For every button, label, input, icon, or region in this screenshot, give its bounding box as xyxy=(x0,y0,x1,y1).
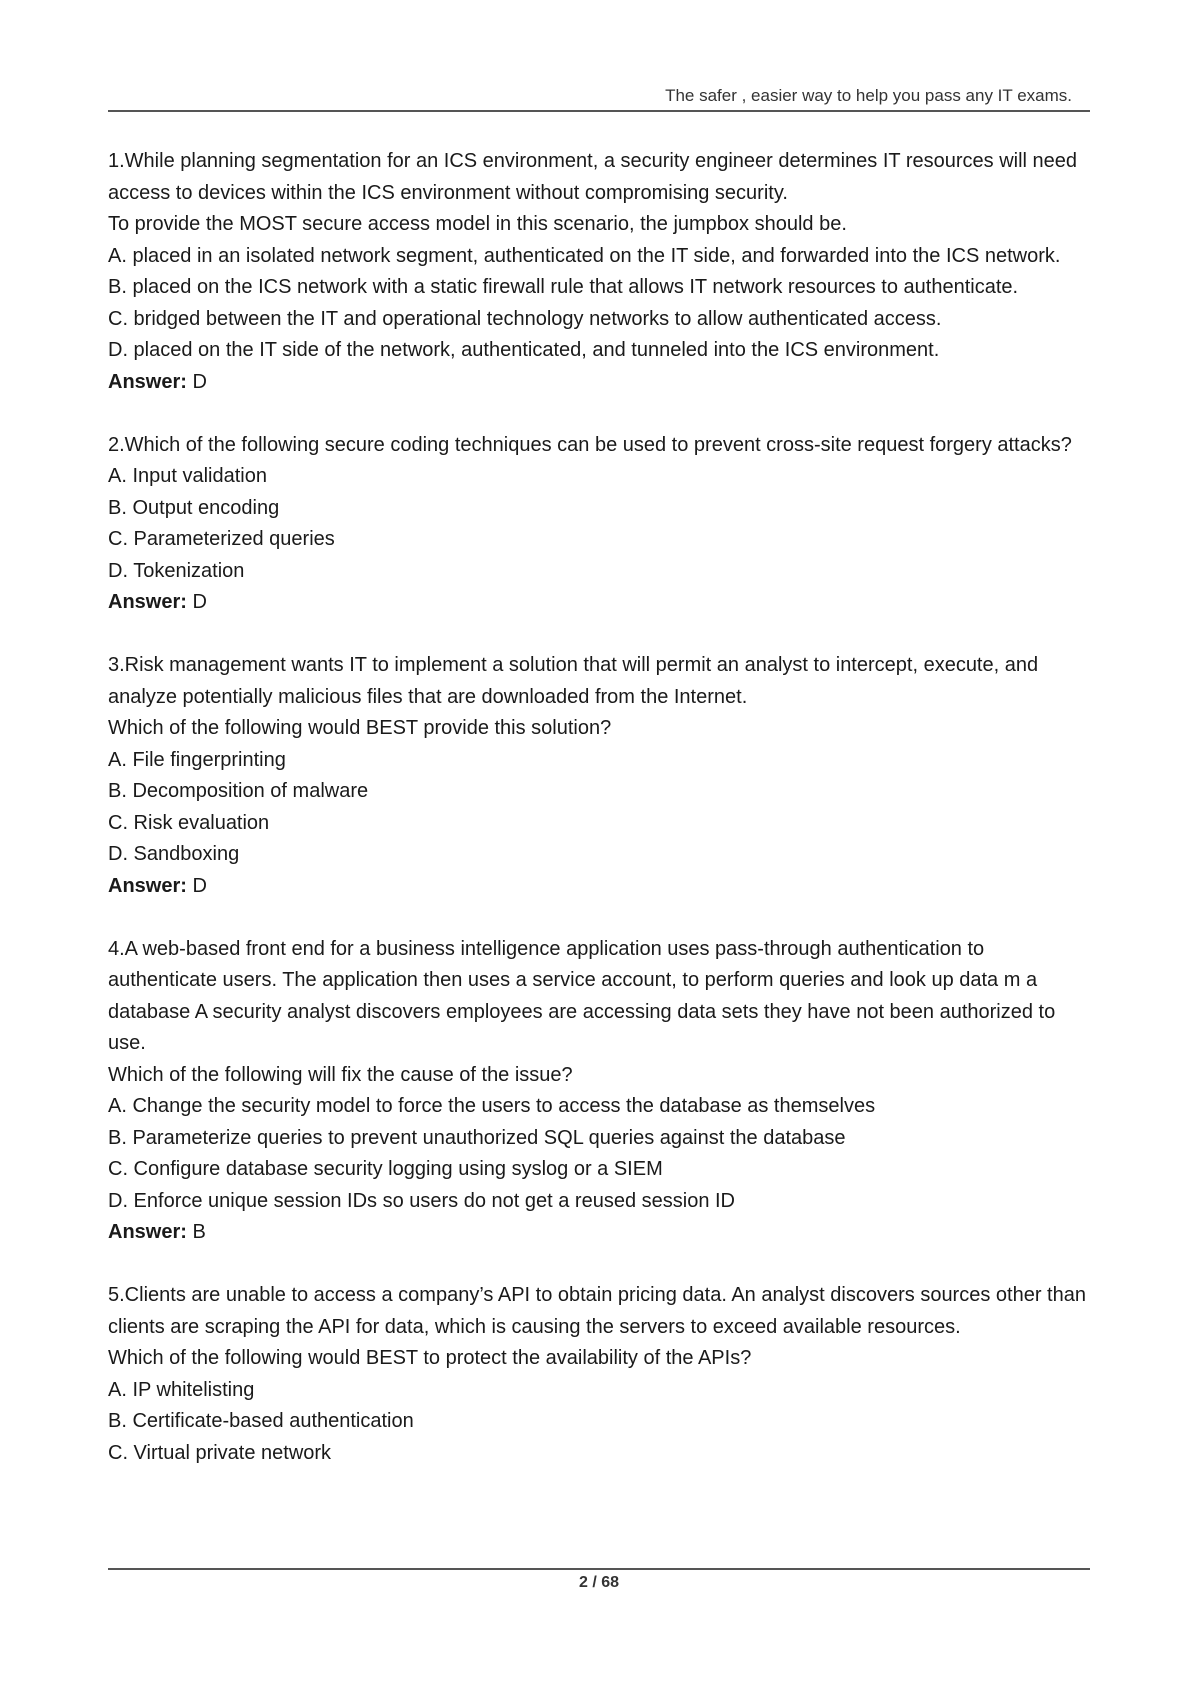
answer-value: D xyxy=(192,370,207,393)
answer-value: D xyxy=(192,874,207,897)
option-d: D. placed on the IT side of the network, authenticated, and tunneled into the ICS environment. xyxy=(108,339,940,361)
page-header xyxy=(108,84,1090,112)
page-number: 2 / 68 xyxy=(578,1574,620,1591)
document-body xyxy=(108,146,1093,1501)
option-b: B. placed on the ICS network with a static firewall rule that allows IT network resources to authenticate. xyxy=(108,276,1019,298)
answer-label: Answer: xyxy=(108,591,187,613)
question-3 xyxy=(108,650,1093,902)
option-a: A. File fingerprinting xyxy=(108,748,286,771)
question-stem: Which of the following will fix the cause of the issue? xyxy=(108,1063,573,1086)
option-b: B. Decomposition of malware xyxy=(108,780,369,802)
footer-rule xyxy=(108,1568,1090,1570)
option-b: B. Parameterize queries to prevent unauthorized SQL queries against the database xyxy=(108,1126,846,1149)
answer-line xyxy=(108,587,1093,619)
option-a: A. Input validation xyxy=(108,465,267,487)
answer-label: Answer: xyxy=(108,874,187,897)
option-c: C. Risk evaluation xyxy=(108,811,270,834)
option-a: A. placed in an isolated network segment, authenticated on the IT side, and forwarded into the ICS network. xyxy=(108,244,1061,267)
option-c: C. Parameterized queries xyxy=(108,528,335,550)
option-b: B. Output encoding xyxy=(108,496,280,519)
question-stem: To provide the MOST secure access model in this scenario, the jumpbox should be. xyxy=(108,213,847,235)
header-tagline: The safer , easier way to help you pass any IT exams. xyxy=(665,86,1072,105)
question-stem: 5.Clients are unable to access a company’s API to obtain pricing data. An analyst discovers sources other than clients are scraping the API for data, which is causing the servers to exceed available resources. xyxy=(108,1284,1086,1338)
answer-line xyxy=(108,367,1093,399)
answer-label: Answer: xyxy=(108,370,187,393)
answer-label: Answer: xyxy=(108,1221,187,1243)
option-b: B. Certificate-based authentication xyxy=(108,1410,414,1432)
answer-line xyxy=(108,871,1093,903)
option-c: C. bridged between the IT and operational technology networks to allow authenticated access. xyxy=(108,307,942,330)
option-a: A. IP whitelisting xyxy=(108,1378,255,1401)
question-stem: Which of the following would BEST to protect the availability of the APIs? xyxy=(108,1347,752,1369)
question-stem: Which of the following would BEST provide this solution? xyxy=(108,717,612,739)
answer-value: B xyxy=(192,1221,206,1243)
question-stem: 1.While planning segmentation for an ICS environment, a security engineer determines IT resources will need access to devices within the ICS environment without compromising security. xyxy=(108,150,1078,204)
question-stem: 3.Risk management wants IT to implement a solution that will permit an analyst to intercept, execute, and analyze potentially malicious files that are downloaded from the Internet. xyxy=(108,654,1039,708)
question-5 xyxy=(108,1280,1093,1469)
answer-line xyxy=(108,1217,1093,1249)
option-d: D. Enforce unique session IDs so users do not get a reused session ID xyxy=(108,1189,736,1212)
question-stem: 2.Which of the following secure coding techniques can be used to prevent cross-site request forgery attacks? xyxy=(108,433,1072,456)
option-d: D. Sandboxing xyxy=(108,843,240,865)
option-d: D. Tokenization xyxy=(108,559,245,582)
question-1 xyxy=(108,146,1093,398)
question-2 xyxy=(108,430,1093,619)
option-c: C. Configure database security logging using syslog or a SIEM xyxy=(108,1158,663,1180)
answer-value: D xyxy=(192,591,207,613)
option-c: C. Virtual private network xyxy=(108,1441,332,1464)
question-stem: 4.A web-based front end for a business intelligence application uses pass-through authentication to authenticate users. The application then uses a service account, to perform queries and look up data m a database A security analyst discovers employees are accessing data sets they have not been authorized to use. xyxy=(108,937,1056,1054)
question-4 xyxy=(108,934,1093,1249)
option-a: A. Change the security model to force the users to access the database as themselves xyxy=(108,1095,876,1117)
